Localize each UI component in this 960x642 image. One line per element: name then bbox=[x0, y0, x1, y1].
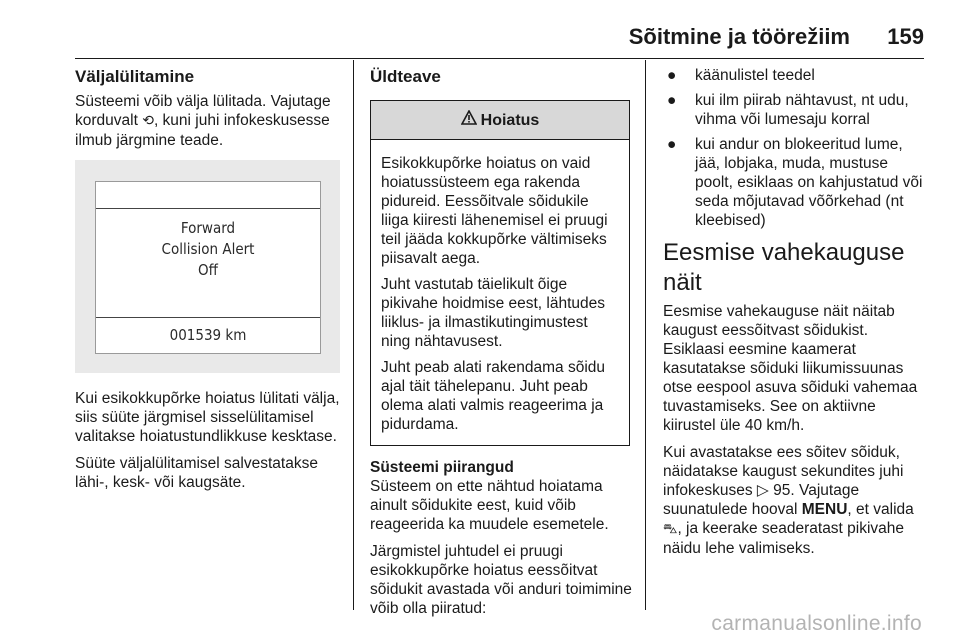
watermark: carmanualsonline.info bbox=[711, 612, 922, 635]
paragraph-following-distance: Eesmise vahekauguse näit näitab kaugust eessõitvast sõidukist. Esiklaasi eesmine kaamerat kasutatakse sõiduki liikumissuunas otse eespool asuva sõiduki vahemaa tuvastamiseks. See on aktiivne kiirustel üle 40 km/h. bbox=[663, 303, 918, 434]
warning-box bbox=[370, 100, 630, 446]
warning-header bbox=[371, 101, 629, 140]
section-heading-limitations: Süsteemi piirangud bbox=[370, 459, 514, 476]
display-line-2: Collision Alert bbox=[161, 240, 255, 258]
paragraph-ignition-off: Süüte väljalülitamisel salvestatakse lähi-, kesk- või kaugsäte. bbox=[75, 455, 318, 491]
list-item: ● kui andur on blokeeritud lume, jää, lobjaka, muda, mustuse poolt, esiklaas on kahjustatud või seda mõjutavad võõrkehad (nt kleebised) bbox=[667, 136, 923, 229]
page-reference: 95 bbox=[773, 482, 791, 499]
column-1 bbox=[75, 66, 343, 500]
section-heading-switch-off: Väljalülitamine bbox=[75, 67, 195, 86]
warning-triangle-icon bbox=[461, 110, 477, 130]
list-item: ● käänulistel teedel bbox=[667, 67, 815, 84]
paragraph-after-off: Kui esikokkupõrke hoiatus lülitati välja, siis süüte järgmisel sisselülitamisel valitakse hoiatustundlikkuse kesktase. bbox=[75, 390, 340, 445]
display-screen bbox=[95, 181, 321, 354]
header-rule bbox=[75, 58, 924, 59]
paragraph-limitations-2: Järgmistel juhtudel ei pruugi esikokkupõrke hoiatus eessõitvat sõidukit avastada või anduri toimimine võib olla piiratud: bbox=[370, 543, 632, 617]
display-line-3: Off bbox=[198, 261, 218, 279]
paragraph-vehicle-detected: Kui avastatakse ees sõitev sõiduk, näidatakse kaugust sekundites juhi infokeskuses ▷ 95. Vajutage suunatulede hooval MENU, et valida ⛍, ja keerake seaderatast pikivahe näidu lehe valimiseks. bbox=[663, 444, 914, 557]
display-odometer: 001539 km bbox=[169, 326, 247, 344]
warning-paragraph-3: Juht peab alati rakendama sõidu ajal täit tähelepanu. Juht peab olema alati valmis reageerima ja pidurdama. bbox=[381, 359, 606, 433]
page-header-title: Sõitmine ja töörežiim bbox=[628, 24, 850, 49]
list-item: ● kui ilm piirab nähtavust, nt udu, vihma või lumesaju korral bbox=[667, 92, 909, 128]
column-divider-1 bbox=[353, 60, 354, 610]
paragraph-switch-off: Süsteemi võib välja lülitada. Vajutage korduvalt ⟲, kuni juhi infokeskusesse ilmub järgmine teade. bbox=[75, 93, 331, 149]
steering-wheel-button-icon: ⟲ bbox=[142, 113, 154, 129]
section-heading-following-distance: Eesmise vahekauguse näit bbox=[663, 239, 905, 296]
column-2 bbox=[370, 66, 632, 626]
column-3 bbox=[663, 66, 925, 566]
driver-info-display-image bbox=[75, 160, 340, 373]
page-reference-arrow-icon: ▷ bbox=[756, 482, 769, 499]
column-divider-2 bbox=[645, 60, 646, 610]
limitations-list bbox=[663, 66, 925, 230]
warning-title: Hoiatus bbox=[480, 111, 540, 129]
warning-paragraph-2: Juht vastutab täielikult õige pikivahe hoidmise eest, lähtudes liiklus- ja ilmastikutingimustest ning nähtavusest. bbox=[381, 276, 606, 350]
warning-paragraph-1: Esikokkupõrke hoiatus on vaid hoiatussüsteem ega rakenda pidureid. Eessõitvale sõidukile liiga kiiresti lähenemisel ei pruugi teil jääda kokkupõrke vältimiseks piisavalt aega. bbox=[381, 155, 608, 267]
display-bottom-rule bbox=[96, 317, 320, 318]
vehicle-info-icon: ⛍ bbox=[663, 521, 678, 537]
display-line-1: Forward bbox=[180, 219, 236, 237]
page-number: 159 bbox=[887, 24, 924, 49]
section-heading-general: Üldteave bbox=[370, 67, 441, 86]
paragraph-limitations-1: Süsteem on ette nähtud hoiatama ainult sõidukite eest, kuid võib reageerida ka muudele esemetele. bbox=[370, 478, 609, 533]
menu-button-label: MENU bbox=[801, 501, 848, 518]
display-top-rule bbox=[96, 208, 320, 209]
